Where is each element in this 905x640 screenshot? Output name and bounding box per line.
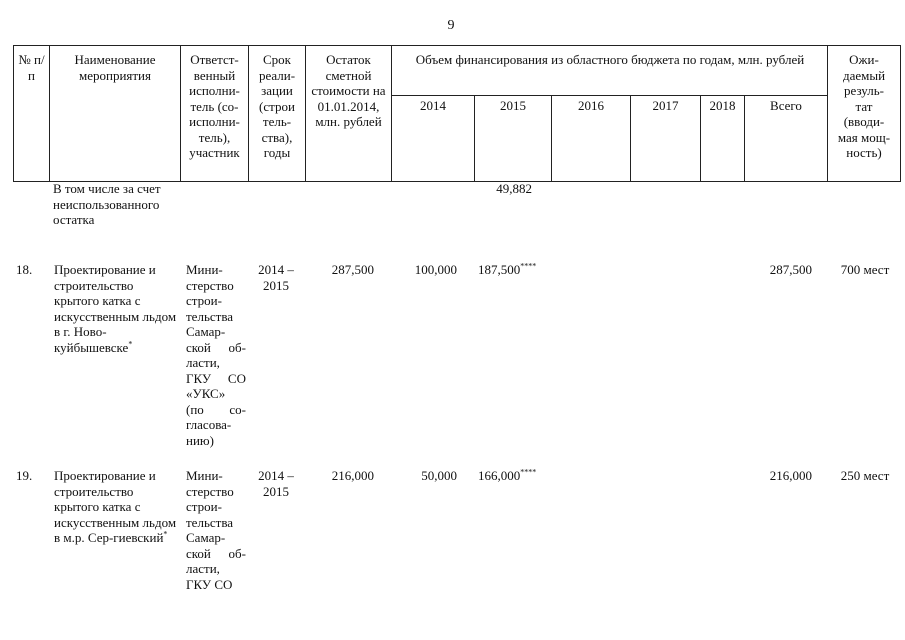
header-year-2015: 2015	[500, 98, 526, 113]
row-18-2014-value: 100,000	[414, 262, 457, 277]
row-19-2014-value: 50,000	[421, 468, 457, 483]
row-18-total: 287,500	[769, 262, 812, 277]
header-col-expected-result: Ожи-даемый резуль-тат (вводи-мая мощ-ность)	[837, 52, 891, 160]
row-19-2015-footnote-mark: ****	[520, 467, 537, 477]
row-18-number: 18.	[16, 262, 33, 277]
row-18-term: 2014 – 2015	[258, 262, 294, 293]
row-18-name-text: Проектирование и строительство крытого катка с искусственным льдом в г. Ново-куйбышевске	[54, 262, 177, 355]
row-19-name	[54, 468, 179, 546]
header-col-remaining-cost: Остаток сметной стоимости на 01.01.2014, млн. рублей	[311, 52, 386, 129]
header-year-2016: 2016	[578, 98, 604, 113]
header-col-financing: Объем финансирования из областного бюджета по годам, млн. рублей	[415, 52, 805, 67]
header-border-5	[391, 45, 392, 182]
header-year-2014: 2014	[420, 98, 446, 113]
header-top-border	[13, 45, 901, 46]
page-number: 9	[447, 18, 455, 33]
years-top-border	[391, 95, 827, 96]
row-19-name-footnote-mark: *	[163, 529, 168, 539]
row-18-2015-footnote-mark: ****	[520, 261, 537, 271]
header-border-right	[900, 45, 901, 182]
header-border-4	[305, 45, 306, 182]
header-col-number: № п/п	[18, 52, 45, 83]
header-border-3	[248, 45, 249, 182]
header-year-total: Всего	[770, 98, 802, 113]
row-19-number: 19.	[16, 468, 33, 483]
row-19-remaining-cost: 216,000	[331, 468, 374, 483]
row-19-responsible: Мини-стерство строи-тельства Самар-ской об-ласти, ГКУ СО	[186, 468, 246, 592]
row-18-responsible: Мини-стерство строи-тельства Самар-ской об-ласти, ГКУ СО «УКС» (по со-гласова-нию)	[186, 262, 246, 448]
row-18-2015-value	[478, 262, 550, 278]
header-year-2017: 2017	[652, 98, 679, 113]
header-border-2	[180, 45, 181, 182]
row-19-term: 2014 – 2015	[258, 468, 294, 499]
header-col-responsible: Ответст-венный исполни-тель (со-исполни-тель), участник	[189, 52, 240, 160]
header-border-1	[49, 45, 50, 182]
row-19-2015-value	[478, 468, 550, 484]
row-18-expected-result: 700 мест	[840, 262, 890, 277]
row-19-name-text: Проектирование и строительство крытого катка с искусственным льдом в м.р. Сер-гиевский	[54, 468, 177, 545]
header-col-term: Срок реали-зации (строи тель-ства), годы	[258, 52, 296, 160]
header-border-left	[13, 45, 14, 182]
row-19-2015-text: 166,000	[478, 468, 521, 483]
header-border-6	[827, 45, 828, 182]
header-col-name: Наименование мероприятия	[74, 52, 156, 83]
row-19-expected-result: 250 мест	[840, 468, 890, 483]
sub-row-2015-value: 49,882	[496, 181, 532, 196]
row-18-name-footnote-mark: *	[128, 339, 133, 349]
header-year-2018: 2018	[709, 98, 736, 113]
row-18-2015-text: 187,500	[478, 262, 521, 277]
sub-row-name: В том числе за счет неиспользованного остатка	[53, 181, 161, 227]
row-18-remaining-cost: 287,500	[331, 262, 374, 277]
row-18-name	[54, 262, 179, 355]
row-19-total: 216,000	[769, 468, 812, 483]
